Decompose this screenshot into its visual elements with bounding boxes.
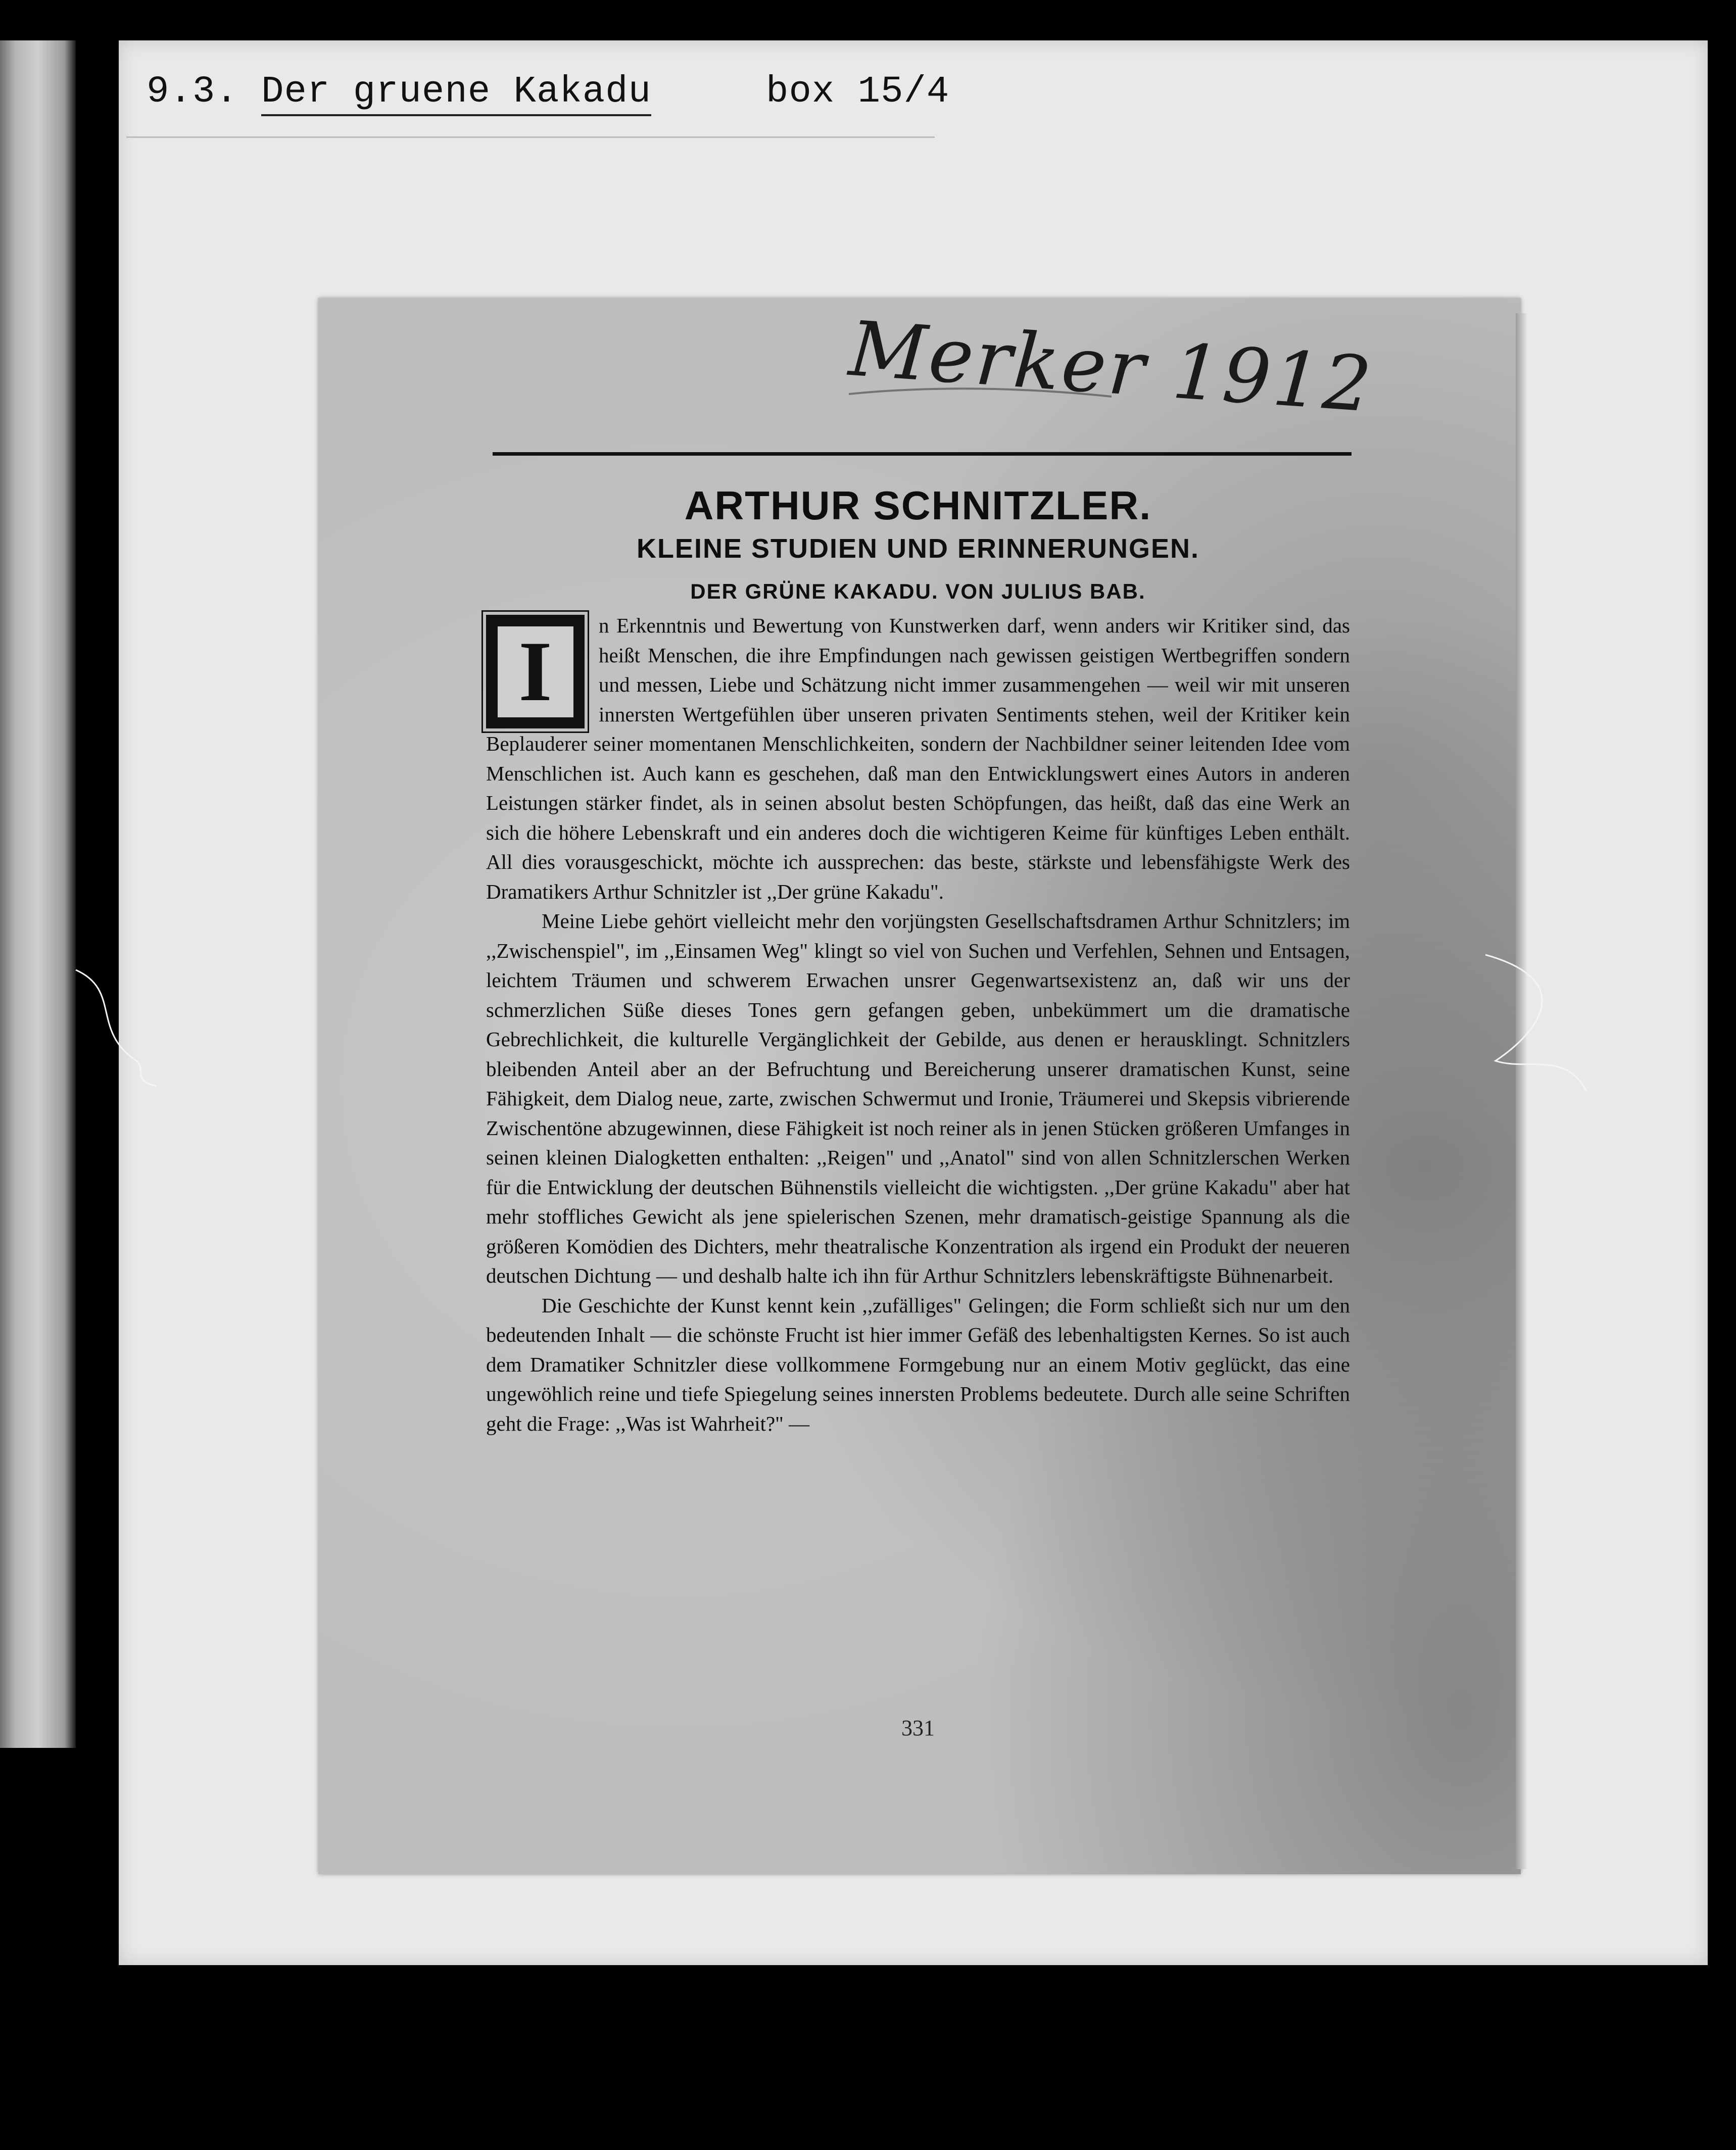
article [486, 472, 1350, 1438]
card-divider [126, 136, 935, 138]
handwritten-note: Merker 1912 [846, 305, 1376, 430]
paragraph-2: Meine Liebe gehört vielleicht mehr den vorjüngsten Gesellschaftsdramen Arthur Schnitzlers; im ,,Zwischenspiel", im ,,Einsamen Weg" klingt so viel von Suchen und Verfehlen, Sehnen und Entsagen, leichtem Träumen und schwerem Erwachen unsrer Gegenwartsexistenz an, daß wir uns der schmerzlichen Süße dieses Tones gern gefangen geben, unbekümmert um die dramatische Gebrechlichkeit, die kulturelle Vergänglichkeit der Gebilde, aus denen er herausklingt. Schnitzlers bleibenden Anteil aber an der Befruchtung und Bereicherung unserer dramatischen Kunst, seine Fähigkeit, dem Dialog neue, zarte, zwischen Schwermut und Ironie, Träumerei und Skepsis vibrierende Zwischentöne abzugewinnen, diese Fähigkeit ist noch reiner als in jenen Stücken größeren Umfanges in seinen kleinen Dialogketten enthalten: ,,Reigen" und ,,Anatol" sind von allen Schnitzlerschen Werken für die Entwicklung der deutschen Bühnenstils vielleicht die wichtigsten. ,,Der grüne Kakadu" aber hat mehr stoffliches Gewicht als jene spielerischen Szenen, mehr dramatisch-geistige Spannung als die größeren Komödien des Dichters, mehr theatralische Konzentration als irgend ein Produkt der neueren deutschen Dichtung — und deshalb halte ich ihn für Arthur Schnitzlers lebenskräftigste Bühnenarbeit. [486, 909, 1350, 1287]
card-number: 9.3. [147, 71, 238, 113]
article-body [486, 611, 1350, 1438]
drop-cap [486, 615, 585, 728]
paragraph-3: Die Geschichte der Kunst kennt kein ,,zufälliges" Gelingen; die Form schließt sich nur um den bedeutenden Inhalt — die schönste Frucht ist hier immer Gefäß des lebenhaltigsten Kernes. So ist auch dem Dramatiker Schnitzler diese vollkommene Formgebung nur an einem Motiv geglückt, das eine ungewöhlich reine und tiefe Spiegelung seines innersten Problems bedeutete. Durch alle seine Schriften geht die Frage: ,,Was ist Wahrheit?" — [486, 1293, 1350, 1435]
card-title: Der gruene Kakadu [261, 71, 651, 116]
article-byline: DER GRÜNE KAKADU. VON JULIUS BAB. [690, 579, 1146, 603]
article-title: ARTHUR SCHNITZLER. [684, 483, 1152, 528]
page-number: 331 [901, 1716, 935, 1740]
adjacent-sheet-edge [0, 40, 76, 1748]
paragraph-1: n Erkenntnis und Bewertung von Kunstwerken darf, wenn anders wir Kritiker sind, das heißt Menschen, die ihre Empfindungen nach gewissen geistigen Wertbegriffen sondern und messen, Liebe und Schätzung nicht immer zusammengehen — weil wir mit unseren innersten Wertgefühlen über unseren privaten Sentiments stehen, weil der Kritiker kein Beplauderer seiner momentanen Menschlichkeiten, sondern der Nachbildner seiner leitenden Idee vom Menschlichen ist. Auch kann es geschehen, daß man den Entwicklungswert eines Autors in anderen Leistungen stärker findet, als in seinen absolut besten Schöpfungen, das heißt, daß das eine Werk an sich die höhere Lebenskraft und ein anderes doch die wichtigeren Keime für künftiges Leben enthält. All dies vorausgeschickt, möchte ich aussprechen: das beste, stärkste und lebensfähigste Werk des Dramatikers Arthur Schnitzler ist ,,Der grüne Kakadu". [486, 614, 1350, 903]
article-top-rule [493, 452, 1352, 456]
film-scratch-left [61, 960, 172, 1091]
card-label [147, 71, 949, 113]
drop-cap-letter: I [498, 626, 573, 717]
film-scratch-right [1465, 950, 1597, 1101]
article-subtitle: KLEINE STUDIEN UND ERINNERUNGEN. [636, 533, 1200, 564]
card-box: box 15/4 [766, 71, 950, 113]
